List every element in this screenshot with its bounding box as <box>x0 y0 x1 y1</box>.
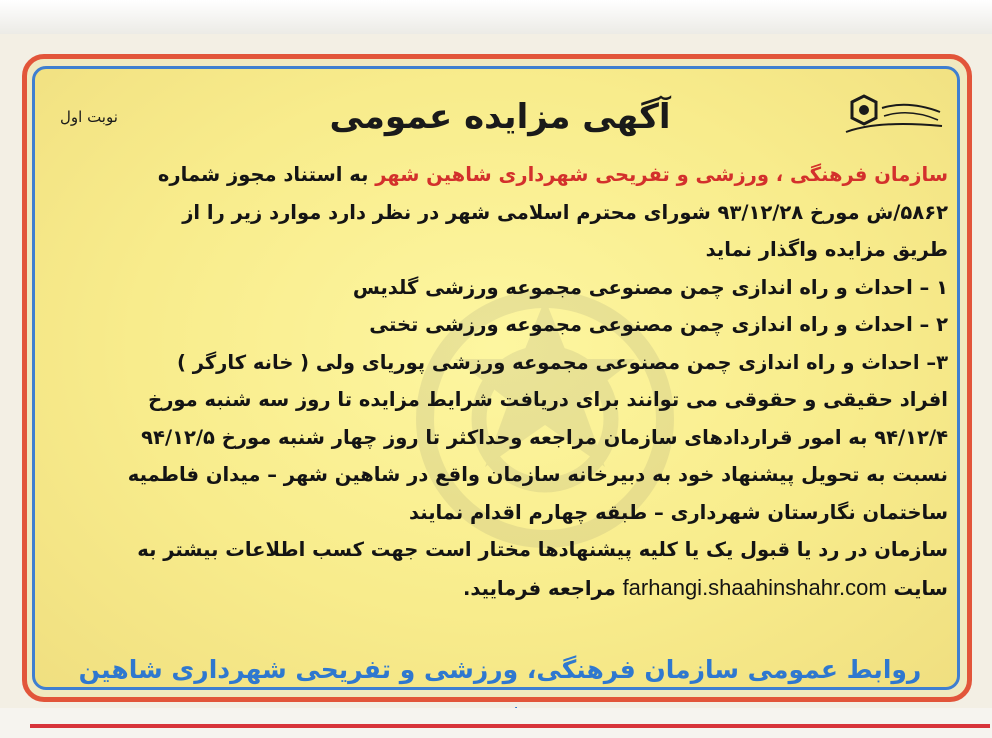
body-line-2: ۵۸۶۲/ش مورخ ۹۳/۱۲/۲۸ شورای محترم اسلامی شهر در نظر دارد موارد زیر را از <box>182 200 948 224</box>
item-1: ۱ – احداث و راه اندازی چمن مصنوعی مجموعه ورزشی گلدیس <box>352 275 948 299</box>
body-line-10: ساختمان نگارستان شهرداری – طبقه چهارم اقدام نمایند <box>408 500 948 524</box>
item-2: ۲ – احداث و راه اندازی چمن مصنوعی مجموعه ورزشی تختی <box>369 313 948 336</box>
site-prefix: سایت <box>886 576 948 600</box>
body-line-3: طریق مزایده واگذار نماید <box>705 238 948 261</box>
notice-body <box>48 156 948 606</box>
notice-turn-label: نوبت اول <box>60 108 118 126</box>
website-link[interactable]: farhangi.shaahinshahr.com <box>622 574 887 600</box>
site-suffix: مراجعه فرمایید. <box>462 576 623 600</box>
page-top-strip <box>0 0 992 34</box>
body-line-1 <box>48 156 948 194</box>
notice-title: آگهی مزایده عمومی <box>329 97 671 137</box>
body-line-9: نسبت به تحویل پیشنهاد خود به دبیرخانه سازمان واقع در شاهین شهر – میدان فاطمیه <box>127 463 948 486</box>
body-line-7: افراد حقیقی و حقوقی می توانند برای دریافت شرایط مزایده تا روز سه شنبه مورخ <box>148 388 948 411</box>
organization-logo-icon <box>838 92 948 146</box>
body-line-12 <box>48 569 948 607</box>
body-line-8: ۹۴/۱۲/۴ به امور قراردادهای سازمان مراجعه وحداکثر تا روز چهار شنبه مورخ ۹۴/۱۲/۵ <box>141 425 948 449</box>
bottom-red-rule <box>30 724 990 728</box>
organization-name: سازمان فرهنگی ، ورزشی و تفریحی شهرداری شاهین شهر <box>375 163 948 186</box>
page-bottom-strip <box>0 708 992 738</box>
body-line-11: سازمان در رد یا قبول یک یا کلیه پیشنهادها مختار است جهت کسب اطلاعات بیشتر به <box>137 538 948 561</box>
body-line-1-rest: به استناد مجوز شماره <box>157 163 376 186</box>
item-3: ۳– احداث و راه اندازی چمن مصنوعی مجموعه ورزشی پوریای ولی ( خانه کارگر ) <box>177 350 948 374</box>
notice-footer: روابط عمومی سازمان فرهنگی، ورزشی و تفریحی شهرداری شاهین <box>78 655 922 684</box>
